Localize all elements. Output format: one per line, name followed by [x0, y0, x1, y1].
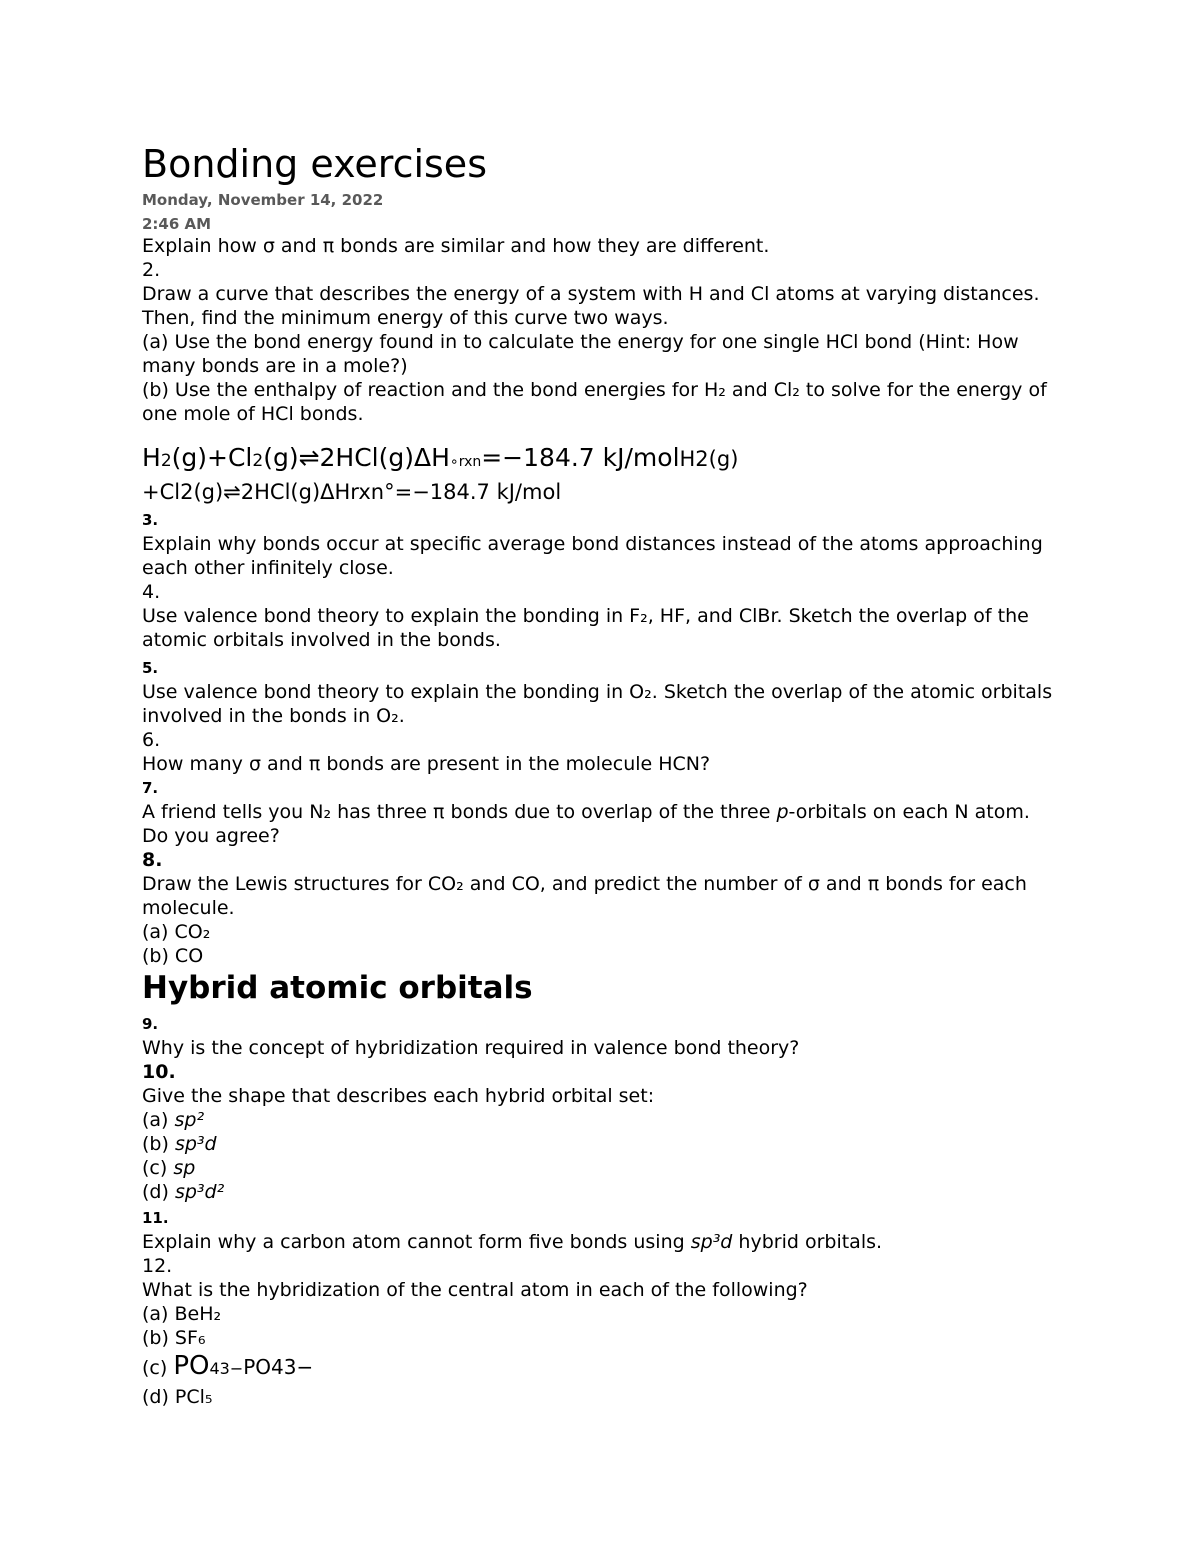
page-title: Bonding exercises — [142, 142, 487, 186]
question-11-text: Explain why a carbon atom cannot form five bonds using sp³d hybrid orbitals. — [142, 1231, 883, 1253]
question-3-text: Explain why bonds occur at specific average bond distances instead of the atoms approaching each other infinitely close. — [142, 533, 1043, 579]
question-8a-text: (a) CO₂ — [142, 921, 211, 943]
note-time: 2:46 AM — [142, 215, 212, 233]
question-2-text: Draw a curve that describes the energy of a system with H and Cl atoms at varying distances. Then, find the minimum energy of this curve two ways. — [142, 283, 1040, 329]
question-4-number: 4. — [142, 581, 161, 603]
question-9-number: 9. — [142, 1015, 159, 1033]
question-2a-text: (a) Use the bond energy found in to calculate the energy for one single HCl bond (Hint: How many bonds are in a mole?) — [142, 331, 1019, 377]
question-8-number: 8. — [142, 849, 163, 871]
question-2b-text: (b) Use the enthalpy of reaction and the bond energies for H₂ and Cl₂ to solve for the energy of one mole of HCl bonds. — [142, 379, 1047, 425]
question-10d-text: (d) sp³d² — [142, 1181, 225, 1203]
question-10c-text: (c) sp — [142, 1157, 196, 1179]
question-10a-text: (a) sp² — [142, 1109, 205, 1131]
question-4-text: Use valence bond theory to explain the bonding in F₂, HF, and ClBr. Sketch the overlap of the atomic orbitals involved in the bonds. — [142, 605, 1029, 651]
question-5-number: 5. — [142, 659, 159, 677]
note-date: Monday, November 14, 2022 — [142, 191, 384, 209]
question-9-text: Why is the concept of hybridization required in valence bond theory? — [142, 1037, 800, 1059]
question-2-number: 2. — [142, 259, 161, 281]
note-body — [142, 234, 1062, 1409]
question-10-number: 10. — [142, 1061, 176, 1083]
question-5-text: Use valence bond theory to explain the bonding in O₂. Sketch the overlap of the atomic orbitals involved in the bonds in O₂. — [142, 681, 1053, 727]
question-8b-text: (b) CO — [142, 945, 204, 967]
question-7-text: A friend tells you N₂ has three π bonds due to overlap of the three p-orbitals on each N atom. Do you agree? — [142, 801, 1030, 847]
reaction-equation-text: +Cl2(g)⇌2HCl(g)ΔHrxn°=−184.7 kJ/mol — [142, 480, 562, 504]
question-12-number: 12. — [142, 1255, 173, 1277]
question-12-text: What is the hybridization of the central atom in each of the following? — [142, 1279, 808, 1301]
question-10b-text: (b) sp³d — [142, 1133, 217, 1155]
question-1-text: Explain how σ and π bonds are similar and how they are different. — [142, 235, 770, 257]
question-12d-text: (d) PCl₅ — [142, 1386, 213, 1408]
question-12a-text: (a) BeH₂ — [142, 1303, 222, 1325]
question-12c-text: (c) PO43−PO43− — [142, 1351, 314, 1381]
section-heading-hybrid: Hybrid atomic orbitals — [142, 970, 533, 1006]
question-11-number: 11. — [142, 1209, 169, 1227]
question-6-number: 6. — [142, 729, 161, 751]
question-6-text: How many σ and π bonds are present in the molecule HCN? — [142, 753, 711, 775]
question-10-text: Give the shape that describes each hybrid orbital set: — [142, 1085, 655, 1107]
question-7-number: 7. — [142, 779, 159, 797]
question-3-number: 3. — [142, 511, 159, 529]
question-8-text: Draw the Lewis structures for CO₂ and CO, and predict the number of σ and π bonds for each molecule. — [142, 873, 1027, 919]
question-12b-text: (b) SF₆ — [142, 1327, 206, 1349]
reaction-equation: H2(g)+Cl2(g)⇌2HCl(g)ΔH∘rxn=−184.7 kJ/molH2(g) — [142, 443, 739, 472]
